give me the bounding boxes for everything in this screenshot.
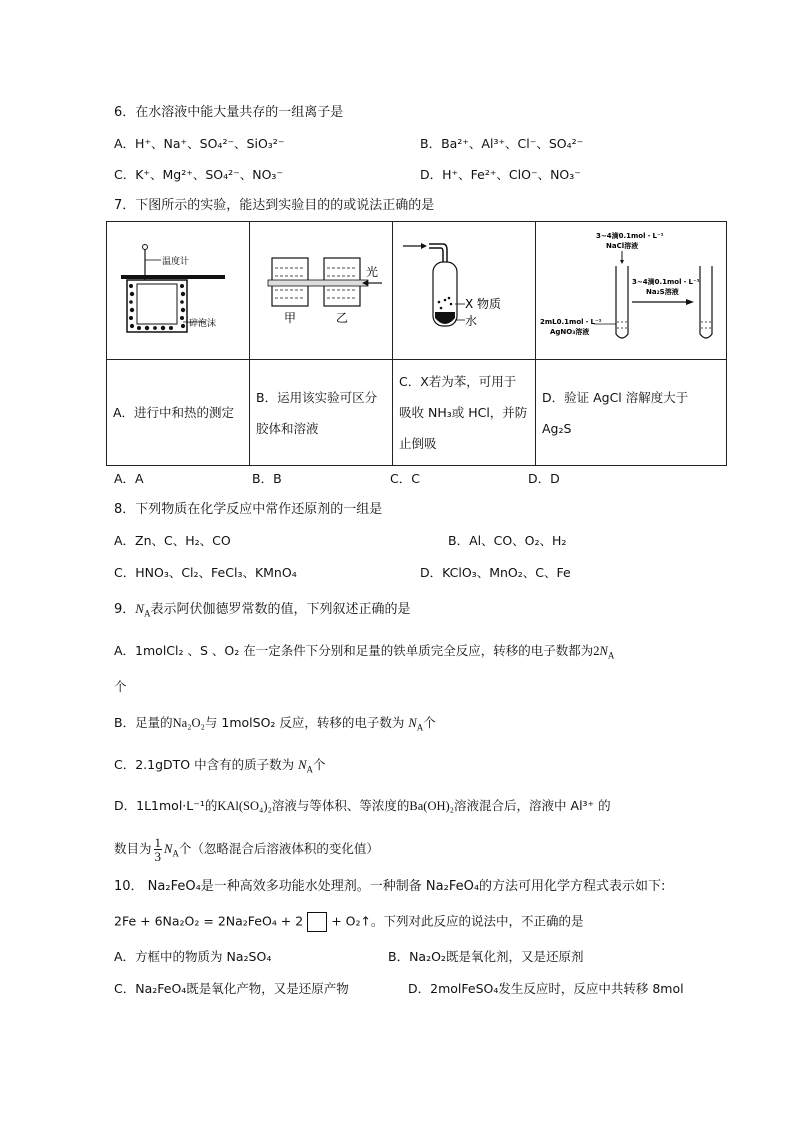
light-beam (268, 280, 368, 286)
avogadro-symbol: $N_A$ (135, 601, 151, 619)
q7-answer-d: D．D (528, 471, 560, 486)
q8-option-d: D．KClO₃、MnO₂、C、Fe (420, 565, 571, 580)
q8-option-a: A．Zn、C、H₂、CO (114, 533, 231, 548)
q8-option-c: C．HNO₃、Cl₂、FeCl₃、KMnO₄ (114, 565, 297, 580)
q10-option-a: A．方框中的物质为 Na₂SO₄ (114, 949, 272, 964)
q7-table (106, 221, 727, 466)
q9-option-a: A．1molCl₂ 、S 、O₂ 在一定条件下分别和足量的铁单质完全反应，转移的电子数都为$2N_A$ (114, 643, 615, 661)
q6-stem: 6．在水溶液中能大量共存的一组离子是 (114, 105, 344, 120)
q9-option-d-line2: 数目为 $\frac{1}{3}$ $N_A$个（忽略混合后溶液体积的变化值） (114, 835, 379, 864)
q6-option-d: D．H⁺、Fe²⁺、ClO⁻、NO₃⁻ (420, 167, 581, 182)
q7-figure-a-cell (107, 222, 250, 360)
q7-figure-b-cell (250, 222, 393, 360)
water-label: 水 (465, 314, 478, 328)
calorimeter-figure (107, 222, 248, 355)
q9-option-d: D．1L1mol·L⁻¹的KAl(SO₄)₂溶液与等体积、等浓度的Ba(OH)₂溶液混合后，溶液中 Al³⁺ 的 (114, 798, 611, 813)
q7-answer-b: B．B (252, 471, 282, 486)
q8-stem: 8．下列物质在化学反应中常作还原剂的一组是 (114, 502, 383, 517)
precipitation-figure (536, 222, 725, 355)
lid (121, 275, 225, 279)
q7-figure-c-cell (393, 222, 536, 360)
agno3-label-1: 2mL0.1mol・L⁻¹ (540, 318, 602, 326)
q9-option-a-tail: 个 (114, 679, 127, 694)
q7-cell-b: B．运用该实验可区分 胶体和溶液 (250, 360, 393, 466)
na2s-label-1: 3~4滴0.1mol・L⁻¹ (632, 278, 700, 286)
one-third-fraction: $\frac{1}{3}$ (154, 835, 162, 864)
q10-option-c: C．Na₂FeO₄既是氧化产物，又是还原产物 (114, 981, 349, 996)
q9-option-b: B．足量的Na₂O₂与 1molSO₂ 反应，转移的电子数为 $N_A$个 (114, 715, 436, 733)
q7-answer-c: C．C (390, 471, 420, 486)
q6-option-c: C．K⁺、Mg²⁺、SO₄²⁻、NO₃⁻ (114, 167, 284, 182)
beaker-yi-label: 乙 (336, 311, 349, 325)
q10-option-b: B．Na₂O₂既是氧化剂，又是还原剂 (388, 949, 584, 964)
tube-right (700, 266, 712, 338)
q7-cell-a: A．进行中和热的测定 (107, 360, 250, 466)
inner-beaker (137, 284, 177, 324)
q9-stem: 9．$N_A$表示阿伏伽德罗常数的值，下列叙述正确的是 (114, 601, 411, 619)
thermometer-bulb (143, 245, 148, 250)
q9-option-c: C．2.1gDTO 中含有的质子数为 $N_A$个 (114, 757, 326, 775)
thermometer-label: 温度计 (162, 257, 190, 267)
nacl-label-1: 3~4滴0.1mol・L⁻¹ (596, 232, 664, 240)
q6-option-a: A．H⁺、Na⁺、SO₄²⁻、SiO₃²⁻ (114, 136, 285, 151)
light-label: 光 (366, 265, 379, 279)
q7-stem: 7．下图所示的实验，能达到实验目的的或说法正确的是 (114, 198, 435, 213)
absorption-figure (393, 222, 534, 355)
q10-equation: 2Fe + 6Na₂O₂ = 2Na₂FeO₄ + 2 + O₂↑。下列对此反应的说法中，不正确的是 (114, 912, 584, 932)
x-substance-label: X 物质 (465, 297, 502, 311)
foam-label: 碎泡沫 (189, 319, 217, 329)
q7-answer-a: A．A (114, 471, 144, 486)
x-layer (435, 296, 455, 310)
beaker-jia-label: 甲 (284, 311, 297, 325)
blank-box (307, 912, 327, 932)
q7-figure-d-cell (536, 222, 727, 360)
process-arrow (686, 299, 694, 305)
q8-option-b: B．Al、CO、O₂、H₂ (448, 533, 567, 548)
agno3-label-2: AgNO₃溶液 (550, 328, 590, 336)
na2s-label-2: Na₂S溶液 (646, 288, 679, 296)
q10-option-d: D．2molFeSO₄发生反应时，反应中共转移 8mol (408, 981, 684, 996)
q7-cell-c: C．X若为苯，可用于 吸收 NH₃或 HCl，并防 止倒吸 (393, 360, 536, 466)
q6-option-b: B．Ba²⁺、Al³⁺、Cl⁻、SO₄²⁻ (420, 136, 584, 151)
tyndall-figure (250, 222, 391, 355)
q10-stem: 10． Na₂FeO₄是一种高效多功能水处理剂。一种制备 Na₂FeO₄的方法可用化学方程式表示如下: (114, 879, 666, 894)
q7-cell-d: D．验证 AgCl 溶解度大于 Ag₂S (536, 360, 727, 466)
nacl-label-2: NaCl溶液 (606, 242, 639, 250)
